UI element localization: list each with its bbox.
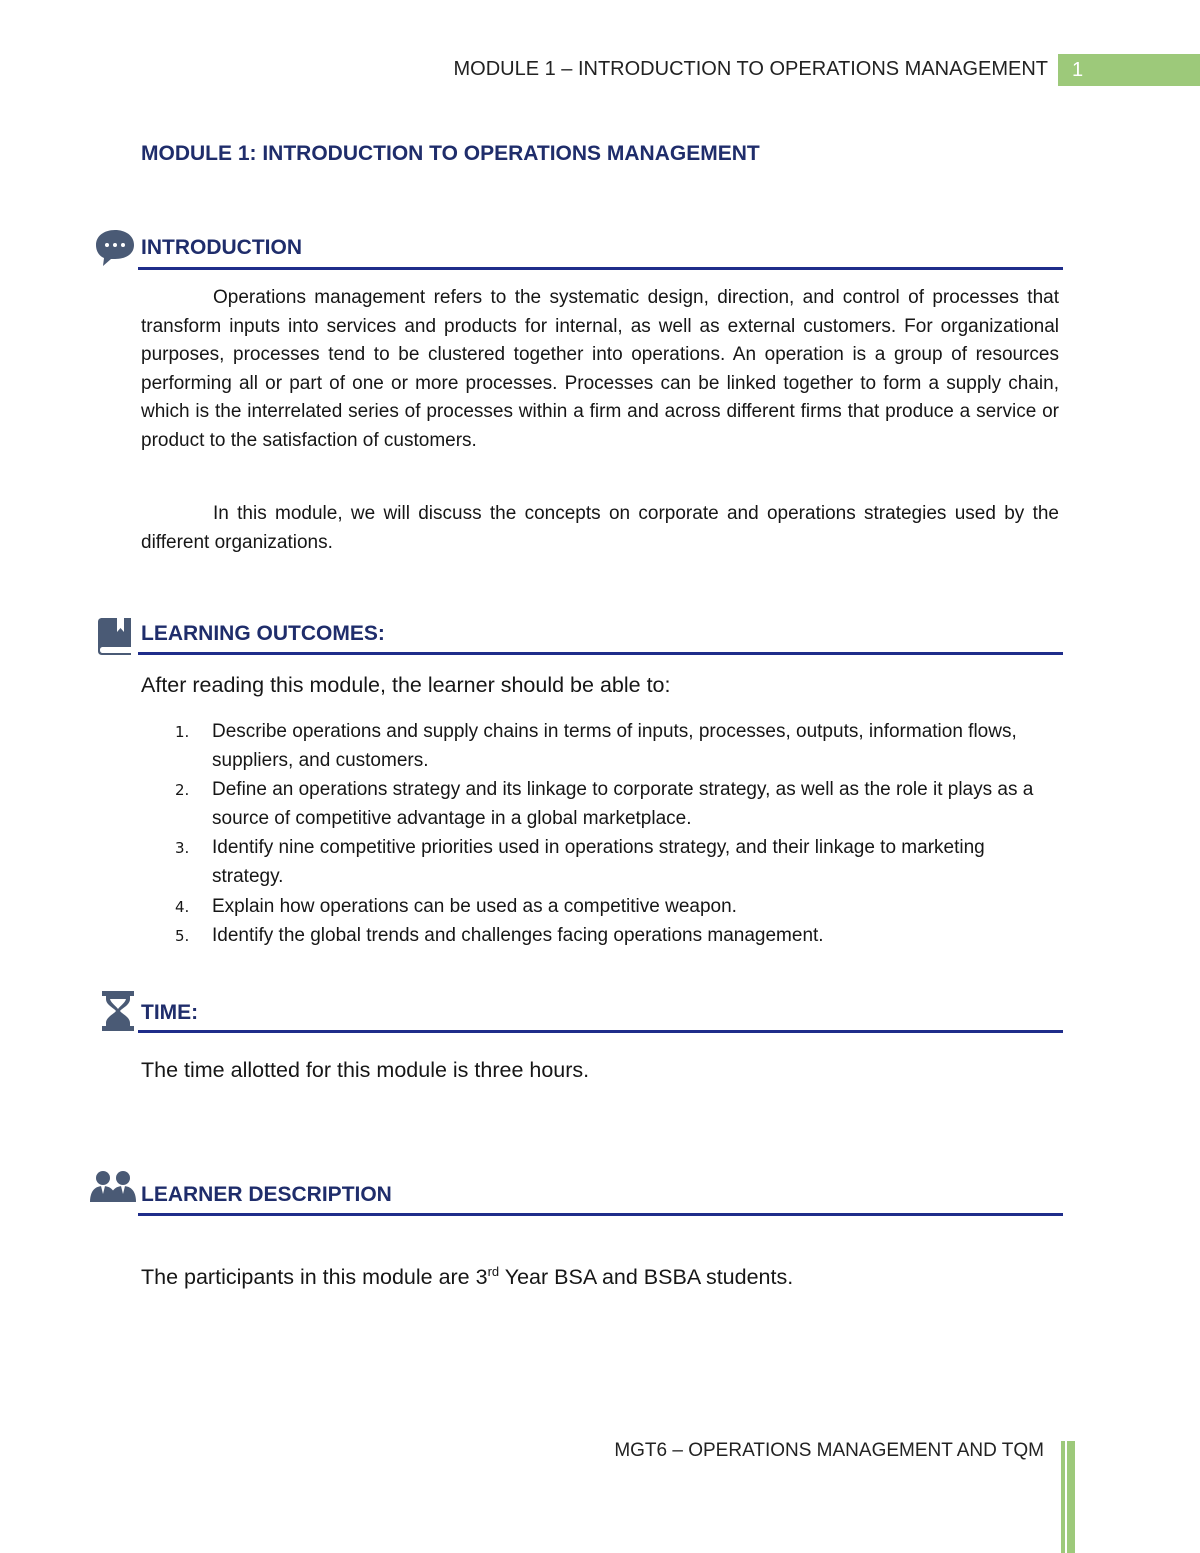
list-item [141,776,1061,833]
introduction-paragraph-2: In this module, we will discuss the concepts on corporate and operations strategies used by the different organizations. [141,503,1059,553]
learning-outcomes-heading: LEARNING OUTCOMES: [141,622,385,645]
list-item-text: Describe operations and supply chains in terms of inputs, processes, outputs, information flows, suppliers, and customers. [212,721,1017,771]
learner-description-divider [138,1213,1063,1216]
footer-accent-bar-wide [1067,1441,1075,1553]
time-divider [138,1030,1063,1033]
learner-description-text [141,1264,793,1290]
hourglass-icon [100,990,136,1032]
list-item [141,834,1061,891]
footer-title: MGT6 – OPERATIONS MANAGEMENT AND TQM [614,1440,1044,1461]
learner-description-text-start: The participants in this module are 3 [141,1265,488,1290]
introduction-heading: INTRODUCTION [141,236,302,259]
page-number: 1 [1058,54,1200,86]
learner-description-heading: LEARNER DESCRIPTION [141,1183,392,1206]
list-item-text: Explain how operations can be used as a competitive weapon. [212,895,737,917]
introduction-paragraph-1: Operations management refers to the systematic design, direction, and control of processes that transform inputs into services and products for internal, as well as external customers. For organizational purposes, processes tend to be clustered together into operations. An operation is a group of resources performing all or part of one or more processes. Processes can be linked together to form a supply chain, which is the interrelated series of processes within a firm and across different firms that produce a service or product to the satisfaction of customers. [141,287,1059,451]
list-item-number: 5. [175,927,190,946]
book-icon [95,616,135,656]
list-item [141,893,1061,922]
list-item-number: 2. [175,781,190,800]
learner-description-text-end: Year BSA and BSBA students. [499,1265,794,1290]
list-item-text: Identify the global trends and challenges facing operations management. [212,925,824,947]
list-item-number: 1. [175,723,190,741]
list-item [141,718,1061,775]
speech-bubble-icon [94,228,136,268]
learning-outcomes-lead: After reading this module, the learner should be able to: [141,673,671,697]
list-item [141,922,1061,951]
people-icon [89,1170,137,1204]
learning-outcomes-divider [138,652,1063,655]
learning-outcomes-list [141,718,1061,952]
module-title: MODULE 1: INTRODUCTION TO OPERATIONS MANAGEMENT [141,142,760,165]
list-item-text: Identify nine competitive priorities used in operations strategy, and their linkage to marketing strategy. [212,837,985,887]
header-title: MODULE 1 – INTRODUCTION TO OPERATIONS MANAGEMENT [453,58,1048,80]
time-text: The time allotted for this module is three hours. [141,1058,590,1082]
list-item-text: Define an operations strategy and its linkage to corporate strategy, as well as the role it plays as a source of competitive advantage in a global marketplace. [212,779,1034,829]
introduction-divider [138,267,1063,270]
list-item-number: 4. [175,897,190,916]
time-heading: TIME: [141,1001,199,1024]
learner-description-superscript: rd [487,1264,500,1279]
footer-accent-bar [1061,1441,1065,1553]
list-item-number: 3. [175,839,190,858]
